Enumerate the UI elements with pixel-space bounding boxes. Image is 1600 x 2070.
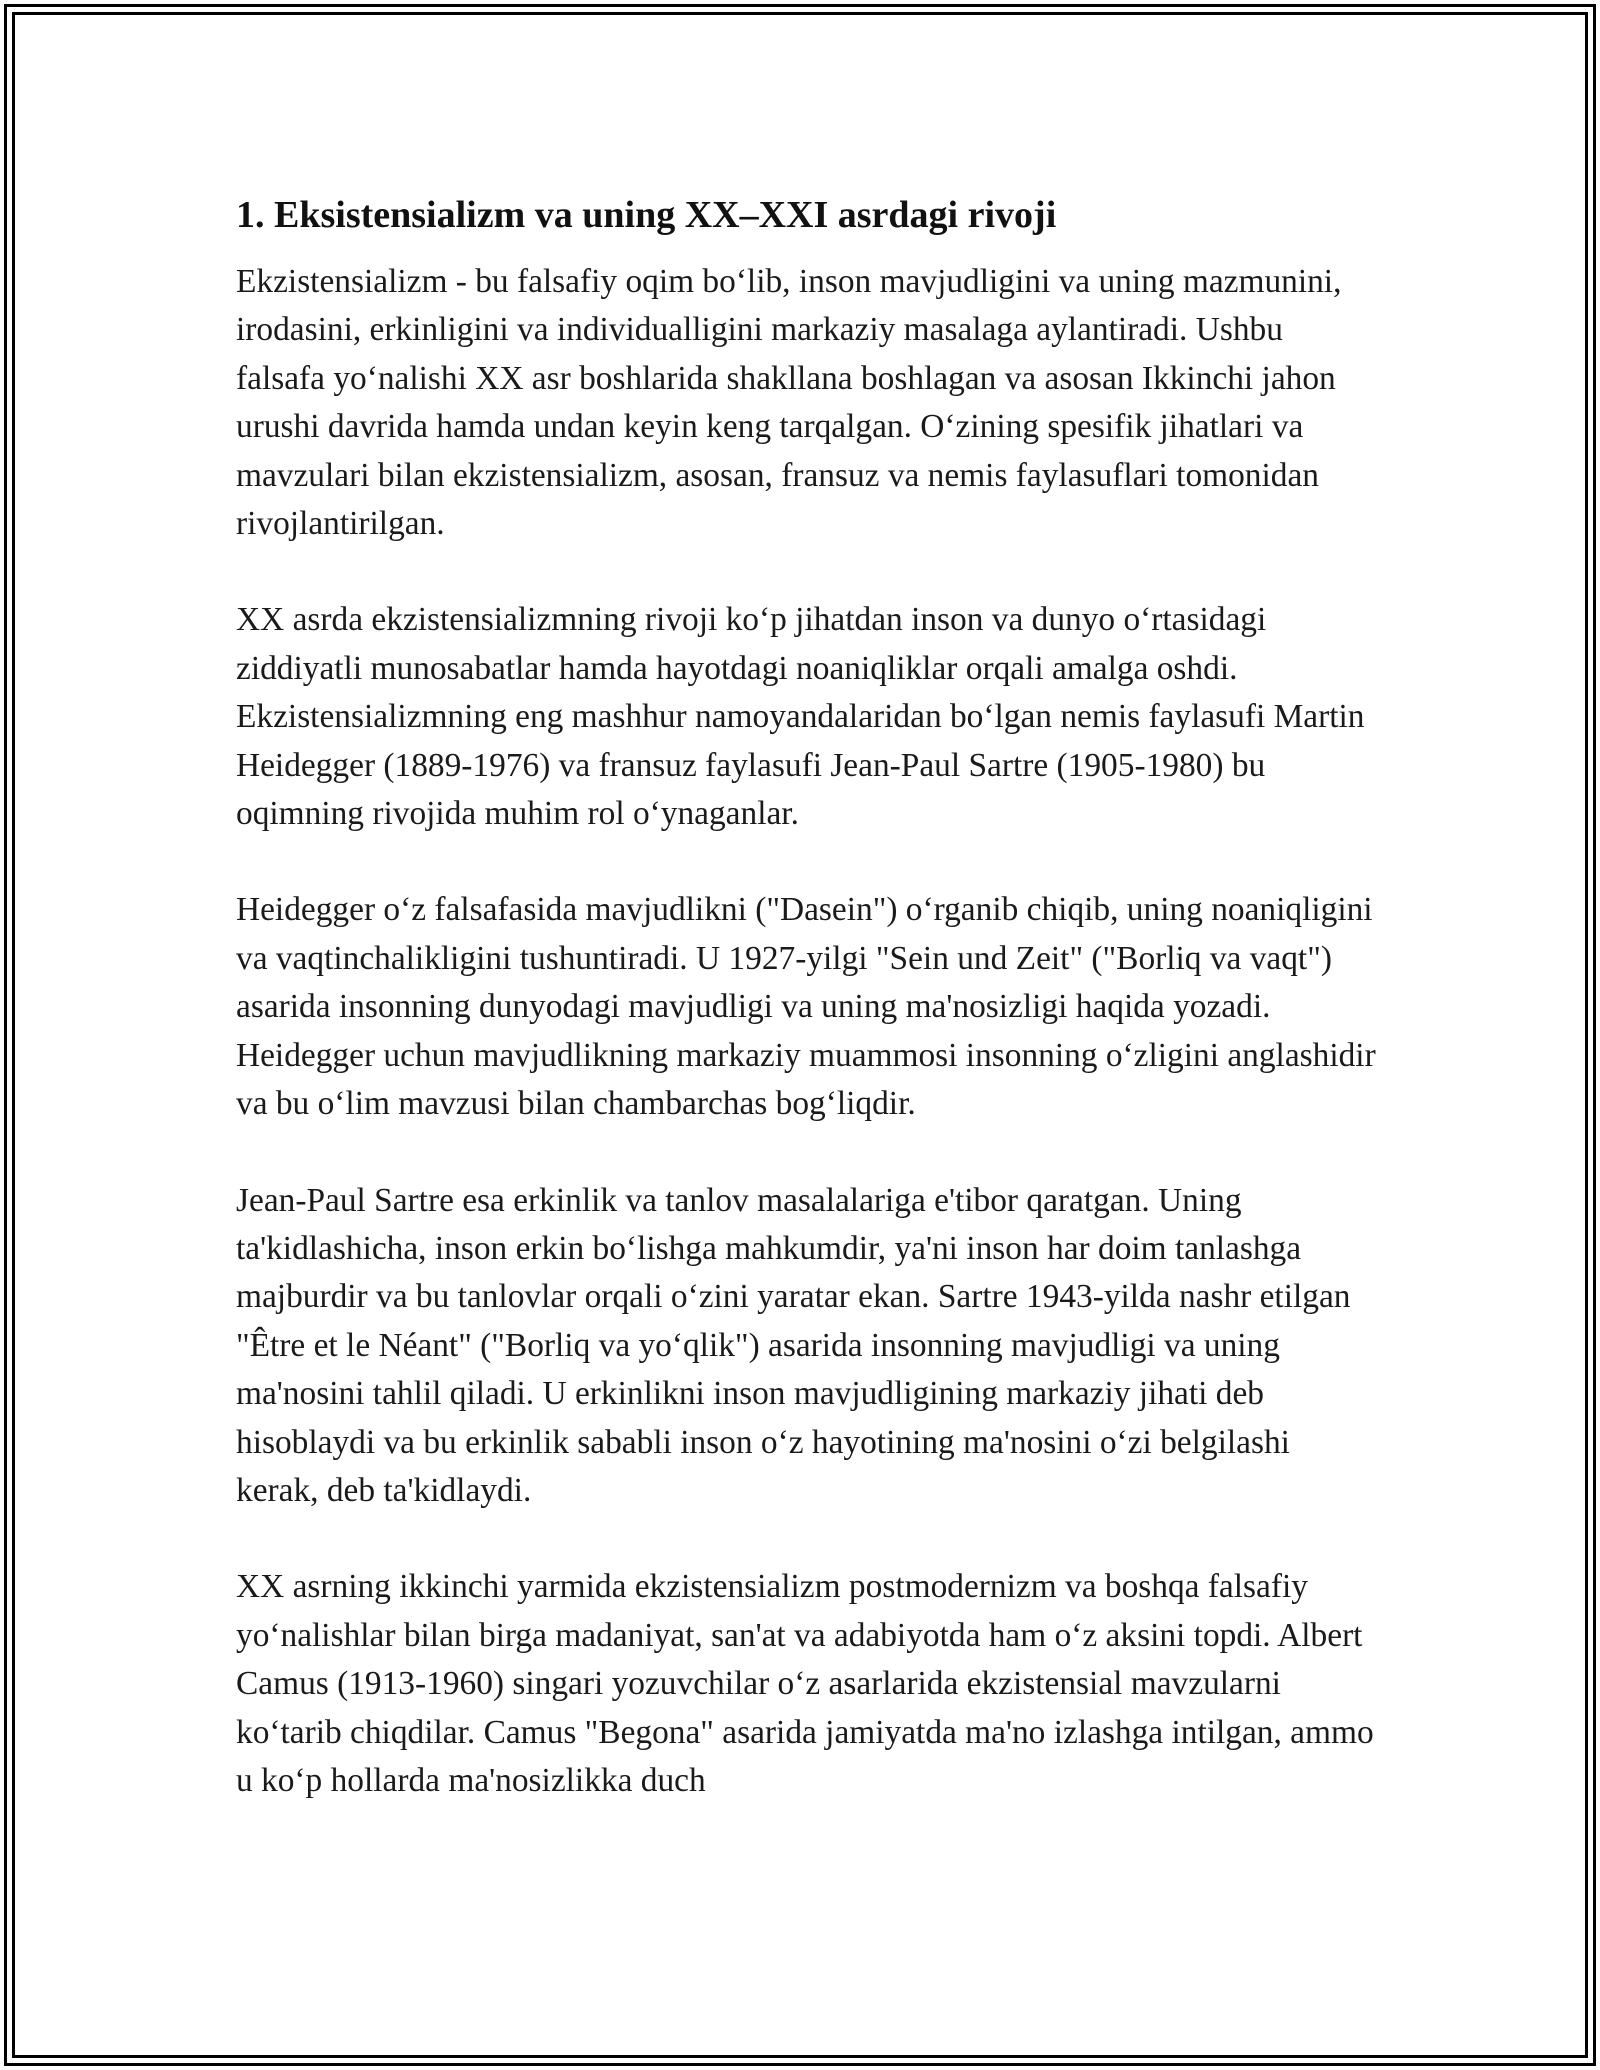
paragraph-heidegger: Heidegger o‘z falsafasida mavjudlikni ("Dasein") o‘rganib chiqib, uning noaniqligini va vaqtinchalikligini tushuntiradi. U 1927-yilgi "Sein und Zeit" ("Borliq va vaqt") asarida insonning dunyodagi mavjudligi va uning ma'nosizligi haqida yozadi. Heidegger uchun mavjudlikning markaziy muammosi insonning o‘zligini anglashidir va bu o‘lim mavzusi bilan chambarchas bog‘liqdir. — [236, 891, 1376, 1123]
section-heading: 1. Eksistensializm va uning XX–XXI asrdagi rivoji — [236, 194, 1057, 236]
paragraph-camus: XX asrning ikkinchi yarmida ekzistensializm postmodernizm va boshqa falsafiy yo‘nalishlar bilan birga madaniyat, san'at va adabiyotda ham o‘z aksini topdi. Albert Camus (1913-1960) singari yozuvchilar o‘z asarlarida ekzistensial mavzularni ko‘tarib chiqdilar. Camus "Begona" asarida jamiyatda ma'no izlashga intilgan, ammo u ko‘p hollarda ma'nosizlikka duch — [236, 1568, 1374, 1799]
paragraph-intro: Ekzistensializm - bu falsafiy oqim bo‘lib, inson mavjudligini va uning mazmunini, irodasini, erkinligini va individualligini markaziy masalaga aylantiradi. Ushbu falsafa yo‘nalishi XX asr boshlarida shakllana boshlagan va asosan Ikkinchi jahon urushi davrida hamda undan keyin keng tarqalgan. O‘zining spesifik jihatlari va mavzulari bilan ekzistensializm, asosan, fransuz va nemis faylasuflari tomonidan rivojlantirilgan. — [236, 263, 1342, 543]
document-body — [236, 190, 1376, 1805]
paragraph-twentieth-century: XX asrda ekzistensializmning rivoji ko‘p jihatdan inson va dunyo o‘rtasidagi ziddiyatli munosabatlar hamda hayotdagi noaniqliklar orqali amalga oshdi. Ekzistensializmning eng mashhur namoyandalaridan bo‘lgan nemis faylasufi Martin Heidegger (1889-1976) va fransuz faylasufi Jean-Paul Sartre (1905-1980) bu oqimning rivojida muhim rol o‘ynaganlar. — [236, 601, 1365, 833]
paragraph-sartre: Jean-Paul Sartre esa erkinlik va tanlov masalalariga e'tibor qaratgan. Uning ta'kidlashicha, inson erkin bo‘lishga mahkumdir, ya'ni inson har doim tanlashga majburdir va bu tanlovlar orqali o‘zini yaratar ekan. Sartre 1943-yilda nashr etilgan "Être et le Néant" ("Borliq va yo‘qlik") asarida insonning mavjudligi va uning ma'nosini tahlil qiladi. U erkinlikni inson mavjudligining markaziy jihati deb hisoblaydi va bu erkinlik sababli inson o‘z hayotining ma'nosini o‘zi belgilashi kerak, deb ta'kidlaydi. — [236, 1181, 1351, 1509]
